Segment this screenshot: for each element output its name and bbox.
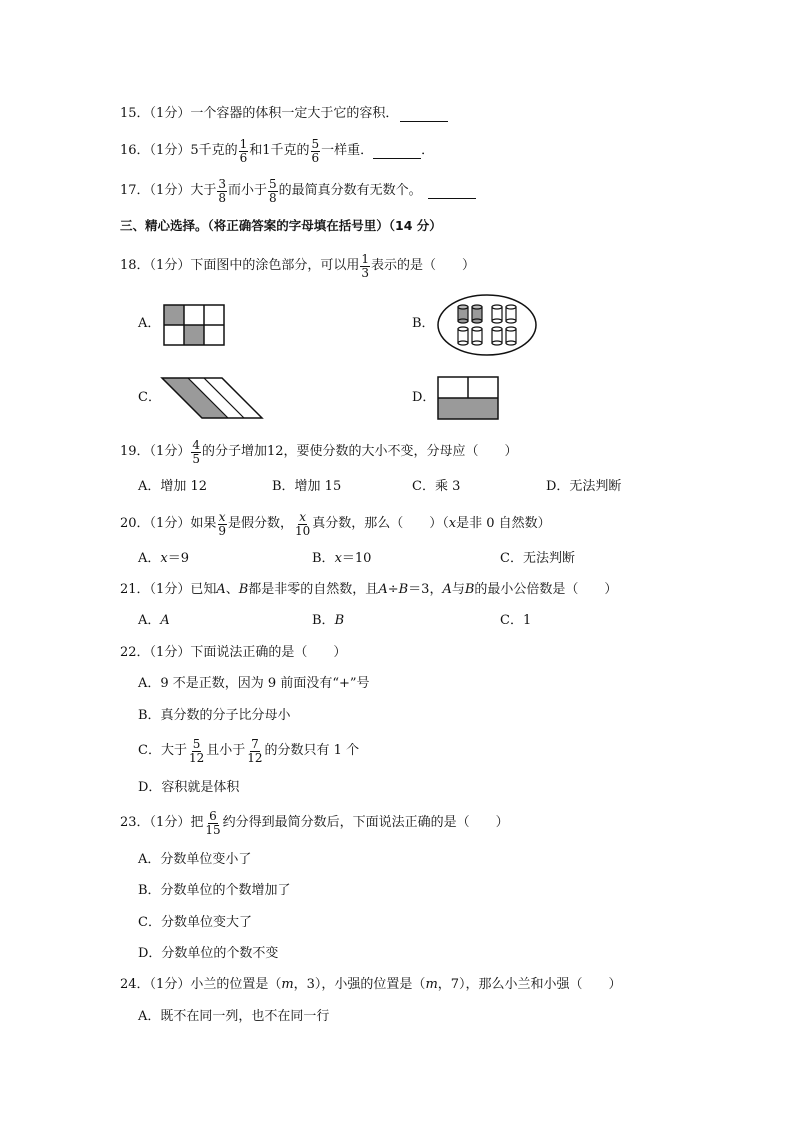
q18-text-a: 18．（1分）下面图中的涂色部分，可以用 bbox=[120, 258, 360, 273]
option-b[interactable]: B．x＝10 bbox=[312, 551, 372, 566]
fraction: $\frac{5}{12}$ bbox=[188, 736, 205, 765]
option-c-text-b: 且小于 bbox=[206, 743, 246, 758]
question-15 bbox=[120, 104, 448, 124]
q21-text-e: 与 bbox=[451, 582, 465, 597]
option-label-d: D． bbox=[412, 390, 436, 405]
question-21 bbox=[120, 580, 617, 600]
option-label-c: C． bbox=[138, 390, 161, 405]
q16-text-d: ． bbox=[421, 143, 435, 158]
option-b[interactable]: B．增加 15 bbox=[272, 479, 342, 494]
q20-text-b: 是假分数， bbox=[227, 516, 293, 531]
option-a[interactable]: A．A bbox=[138, 613, 170, 628]
q21-text-b: 都是非零的自然数，且 bbox=[248, 582, 379, 597]
answer-blank[interactable] bbox=[400, 107, 448, 122]
q21-text-d: ＝3， bbox=[408, 582, 443, 597]
q16-text-b: 和1千克的 bbox=[249, 143, 310, 158]
q20-text-c: 真分数，那么（ ）（ bbox=[312, 516, 449, 531]
option-b[interactable]: B．分数单位的个数增加了 bbox=[138, 883, 291, 898]
option-a[interactable]: A．增加 12 bbox=[138, 479, 208, 494]
option-c[interactable]: C．无法判断 bbox=[500, 551, 575, 566]
q23-text-b: 约分得到最简分数后，下面说法正确的是（ ） bbox=[222, 815, 509, 830]
option-b[interactable]: B．B bbox=[312, 613, 345, 628]
fraction: $\frac{3}{8}$ bbox=[218, 176, 226, 205]
q16-text-c: 一样重． bbox=[321, 143, 374, 158]
fraction: $\frac{4}{5}$ bbox=[192, 437, 200, 466]
option-d[interactable]: D．分数单位的个数不变 bbox=[138, 946, 279, 961]
option-c[interactable]: C．乘 3 bbox=[412, 479, 461, 494]
fraction: $\frac{x}{9}$ bbox=[218, 509, 226, 538]
fraction: $\frac{x}{10}$ bbox=[294, 509, 311, 538]
section-heading: 三、精心选择。（将正确答案的字母填在括号里）（14 分） bbox=[120, 218, 442, 233]
option-a[interactable]: A．分数单位变小了 bbox=[138, 852, 252, 867]
answer-blank[interactable] bbox=[428, 184, 476, 199]
q20-text-a: 20．（1分）如果 bbox=[120, 516, 217, 531]
question-18 bbox=[120, 252, 475, 280]
grid-figure-a[interactable] bbox=[163, 304, 225, 346]
variable: B bbox=[238, 582, 249, 597]
variable: A bbox=[442, 582, 452, 597]
variable: x bbox=[448, 516, 457, 531]
fraction: $\frac{1}{6}$ bbox=[239, 136, 248, 165]
option-c[interactable]: C．1 bbox=[500, 613, 532, 628]
q19-text-b: 的分子增加12，要使分数的大小不变，分母应（ ） bbox=[201, 444, 518, 459]
divide-sign: ÷ bbox=[387, 582, 399, 597]
option-label-b: B． bbox=[412, 316, 435, 331]
option-a[interactable]: A．x＝9 bbox=[138, 551, 190, 566]
fraction: $\frac{5}{8}$ bbox=[268, 176, 277, 205]
option-c[interactable]: C．分数单位变大了 bbox=[138, 915, 252, 930]
q20-text-d: 是非 0 自然数） bbox=[456, 516, 551, 531]
question-24 bbox=[120, 975, 622, 995]
q23-text-a: 23．（1分）把 bbox=[120, 815, 204, 830]
q24-text-b: ，3），小强的位置是（ bbox=[293, 977, 426, 992]
separator: 、 bbox=[225, 582, 239, 597]
fraction: $\frac{6}{15}$ bbox=[205, 808, 221, 837]
q16-text-a: 16．（1分）5千克的 bbox=[120, 143, 238, 158]
q18-text-b: 表示的是（ ） bbox=[370, 258, 475, 273]
question-16 bbox=[120, 138, 434, 164]
option-c-text-a: C．大于 bbox=[138, 743, 187, 758]
answer-blank[interactable] bbox=[373, 144, 421, 159]
q24-text-a: 24．（1分）小兰的位置是（ bbox=[120, 977, 282, 992]
fraction: $\frac{1}{3}$ bbox=[361, 251, 369, 280]
question-22: 22．（1分）下面说法正确的是（ ） bbox=[120, 645, 347, 660]
q17-text-c: 的最简真分数有无数个。 bbox=[278, 183, 422, 198]
q21-text-a: 21．（1分）已知 bbox=[120, 582, 217, 597]
parallelogram-figure-c[interactable] bbox=[160, 376, 264, 420]
variable: B bbox=[398, 582, 409, 597]
option-c-text-c: 的分数只有 1 个 bbox=[264, 743, 360, 758]
q15-text: 15．（1分）一个容器的体积一定大于它的容积． bbox=[120, 106, 399, 121]
option-a[interactable]: A．9 不是正数，因为 9 前面没有“+”号 bbox=[138, 676, 370, 691]
q24-text-c: ，7），那么小兰和小强（ ） bbox=[437, 977, 622, 992]
variable: m bbox=[281, 977, 294, 992]
question-17 bbox=[120, 178, 476, 204]
question-23 bbox=[120, 808, 509, 838]
option-c[interactable] bbox=[138, 736, 359, 766]
fraction: $\frac{7}{12}$ bbox=[247, 736, 263, 765]
variable: B bbox=[464, 582, 475, 597]
fraction: $\frac{5}{6}$ bbox=[311, 136, 320, 165]
variable: A bbox=[378, 582, 388, 597]
variable: A bbox=[216, 582, 226, 597]
q17-text-b: 而小于 bbox=[227, 183, 267, 198]
variable: m bbox=[425, 977, 438, 992]
q21-text-f: 的最小公倍数是（ ） bbox=[474, 582, 618, 597]
option-b[interactable]: B．真分数的分子比分母小 bbox=[138, 708, 291, 723]
question-20 bbox=[120, 510, 551, 538]
option-d[interactable]: D．无法判断 bbox=[546, 479, 622, 494]
question-19 bbox=[120, 438, 518, 466]
cylinders-figure-b[interactable] bbox=[436, 293, 538, 357]
q19-text-a: 19．（1分） bbox=[120, 444, 191, 459]
option-a[interactable]: A．既不在同一列，也不在同一行 bbox=[138, 1009, 330, 1024]
q17-text-a: 17．（1分）大于 bbox=[120, 183, 217, 198]
rectangle-figure-d[interactable] bbox=[437, 376, 499, 420]
option-d[interactable]: D．容积就是体积 bbox=[138, 780, 240, 795]
option-label-a: A． bbox=[138, 316, 161, 331]
